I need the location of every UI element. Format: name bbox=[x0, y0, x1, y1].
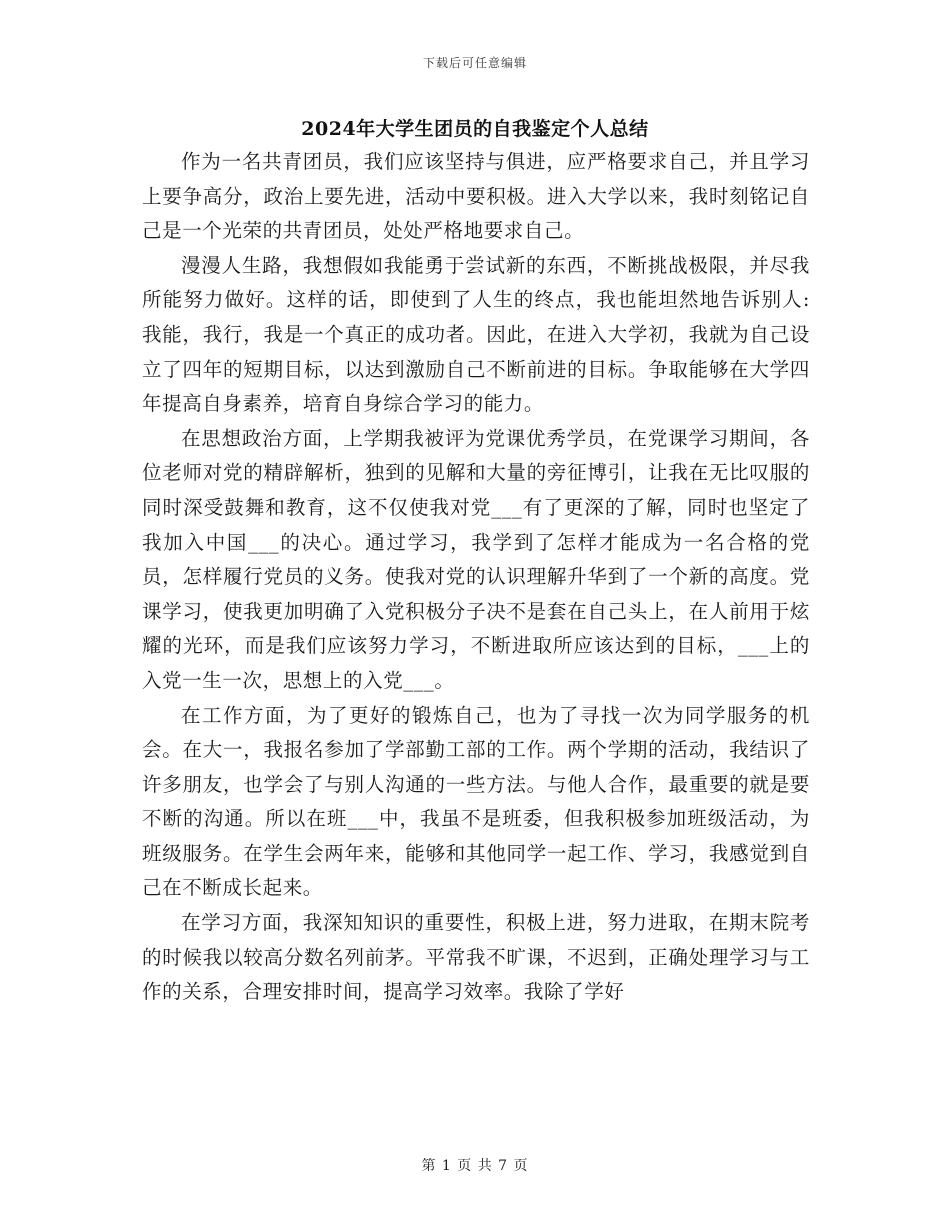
document-title: 2024年大学生团员的自我鉴定个人总结 bbox=[301, 118, 649, 140]
document-body bbox=[142, 145, 810, 1010]
paragraph: 在工作方面，为了更好的锻炼自己，也为了寻找一次为同学服务的机会。在大一，我报名参加了学部勤工部的工作。两个学期的活动，我结识了许多朋友，也学会了与别人沟通的一些方法。与他人合作，最重要的就是要不断的沟通。所以在班___中，我虽不是班委，但我积极参加班级活动，为班级服务。在学生会两年来，能够和其他同学一起工作、学习，我感觉到自己在不断成长起来。 bbox=[142, 703, 810, 900]
header-note: 下载后可任意编辑 bbox=[422, 56, 527, 70]
page-footer: 第 1 页 共 7 页 bbox=[421, 1158, 529, 1174]
paragraph: 在思想政治方面，上学期我被评为党课优秀学员，在党课学习期间，各位老师对党的精辟解析，独到的见解和大量的旁征博引，让我在无比叹服的同时深受鼓舞和教育，这不仅使我对党___有了更深的了解，同时也坚定了我加入中国___的决心。通过学习，我学到了怎样才能成为一名合格的党员，怎样履行党员的义务。使我对党的认识理解升华到了一个新的高度。党课学习，使我更加明确了入党积极分子决不是套在自己头上，在人前用于炫耀的光环，而是我们应该努力学习，不断进取所应该达到的目标，___上的入党一生一次，思想上的入党___。 bbox=[142, 426, 810, 692]
paragraph: 漫漫人生路，我想假如我能勇于尝试新的东西，不断挑战极限，并尽我所能努力做好。这样的话，即使到了人生的终点，我也能坦然地告诉别人:我能，我行，我是一个真正的成功者。因此，在进入大学初，我就为自己设立了四年的短期目标，以达到激励自己不断前进的目标。争取能够在大学四年提高自身素养，培育自身综合学习的能力。 bbox=[142, 253, 810, 416]
paragraph: 作为一名共青团员，我们应该坚持与俱进，应严格要求自己，并且学习上要争高分，政治上要先进，活动中要积极。进入大学以来，我时刻铭记自己是一个光荣的共青团员，处处严格地要求自己。 bbox=[142, 150, 810, 243]
paragraph: 在学习方面，我深知知识的重要性，积极上进，努力进取，在期末院考的时候我以较高分数名列前茅。平常我不旷课，不迟到，正确处理学习与工作的关系，合理安排时间，提高学习效率。我除了学好 bbox=[142, 911, 810, 1004]
